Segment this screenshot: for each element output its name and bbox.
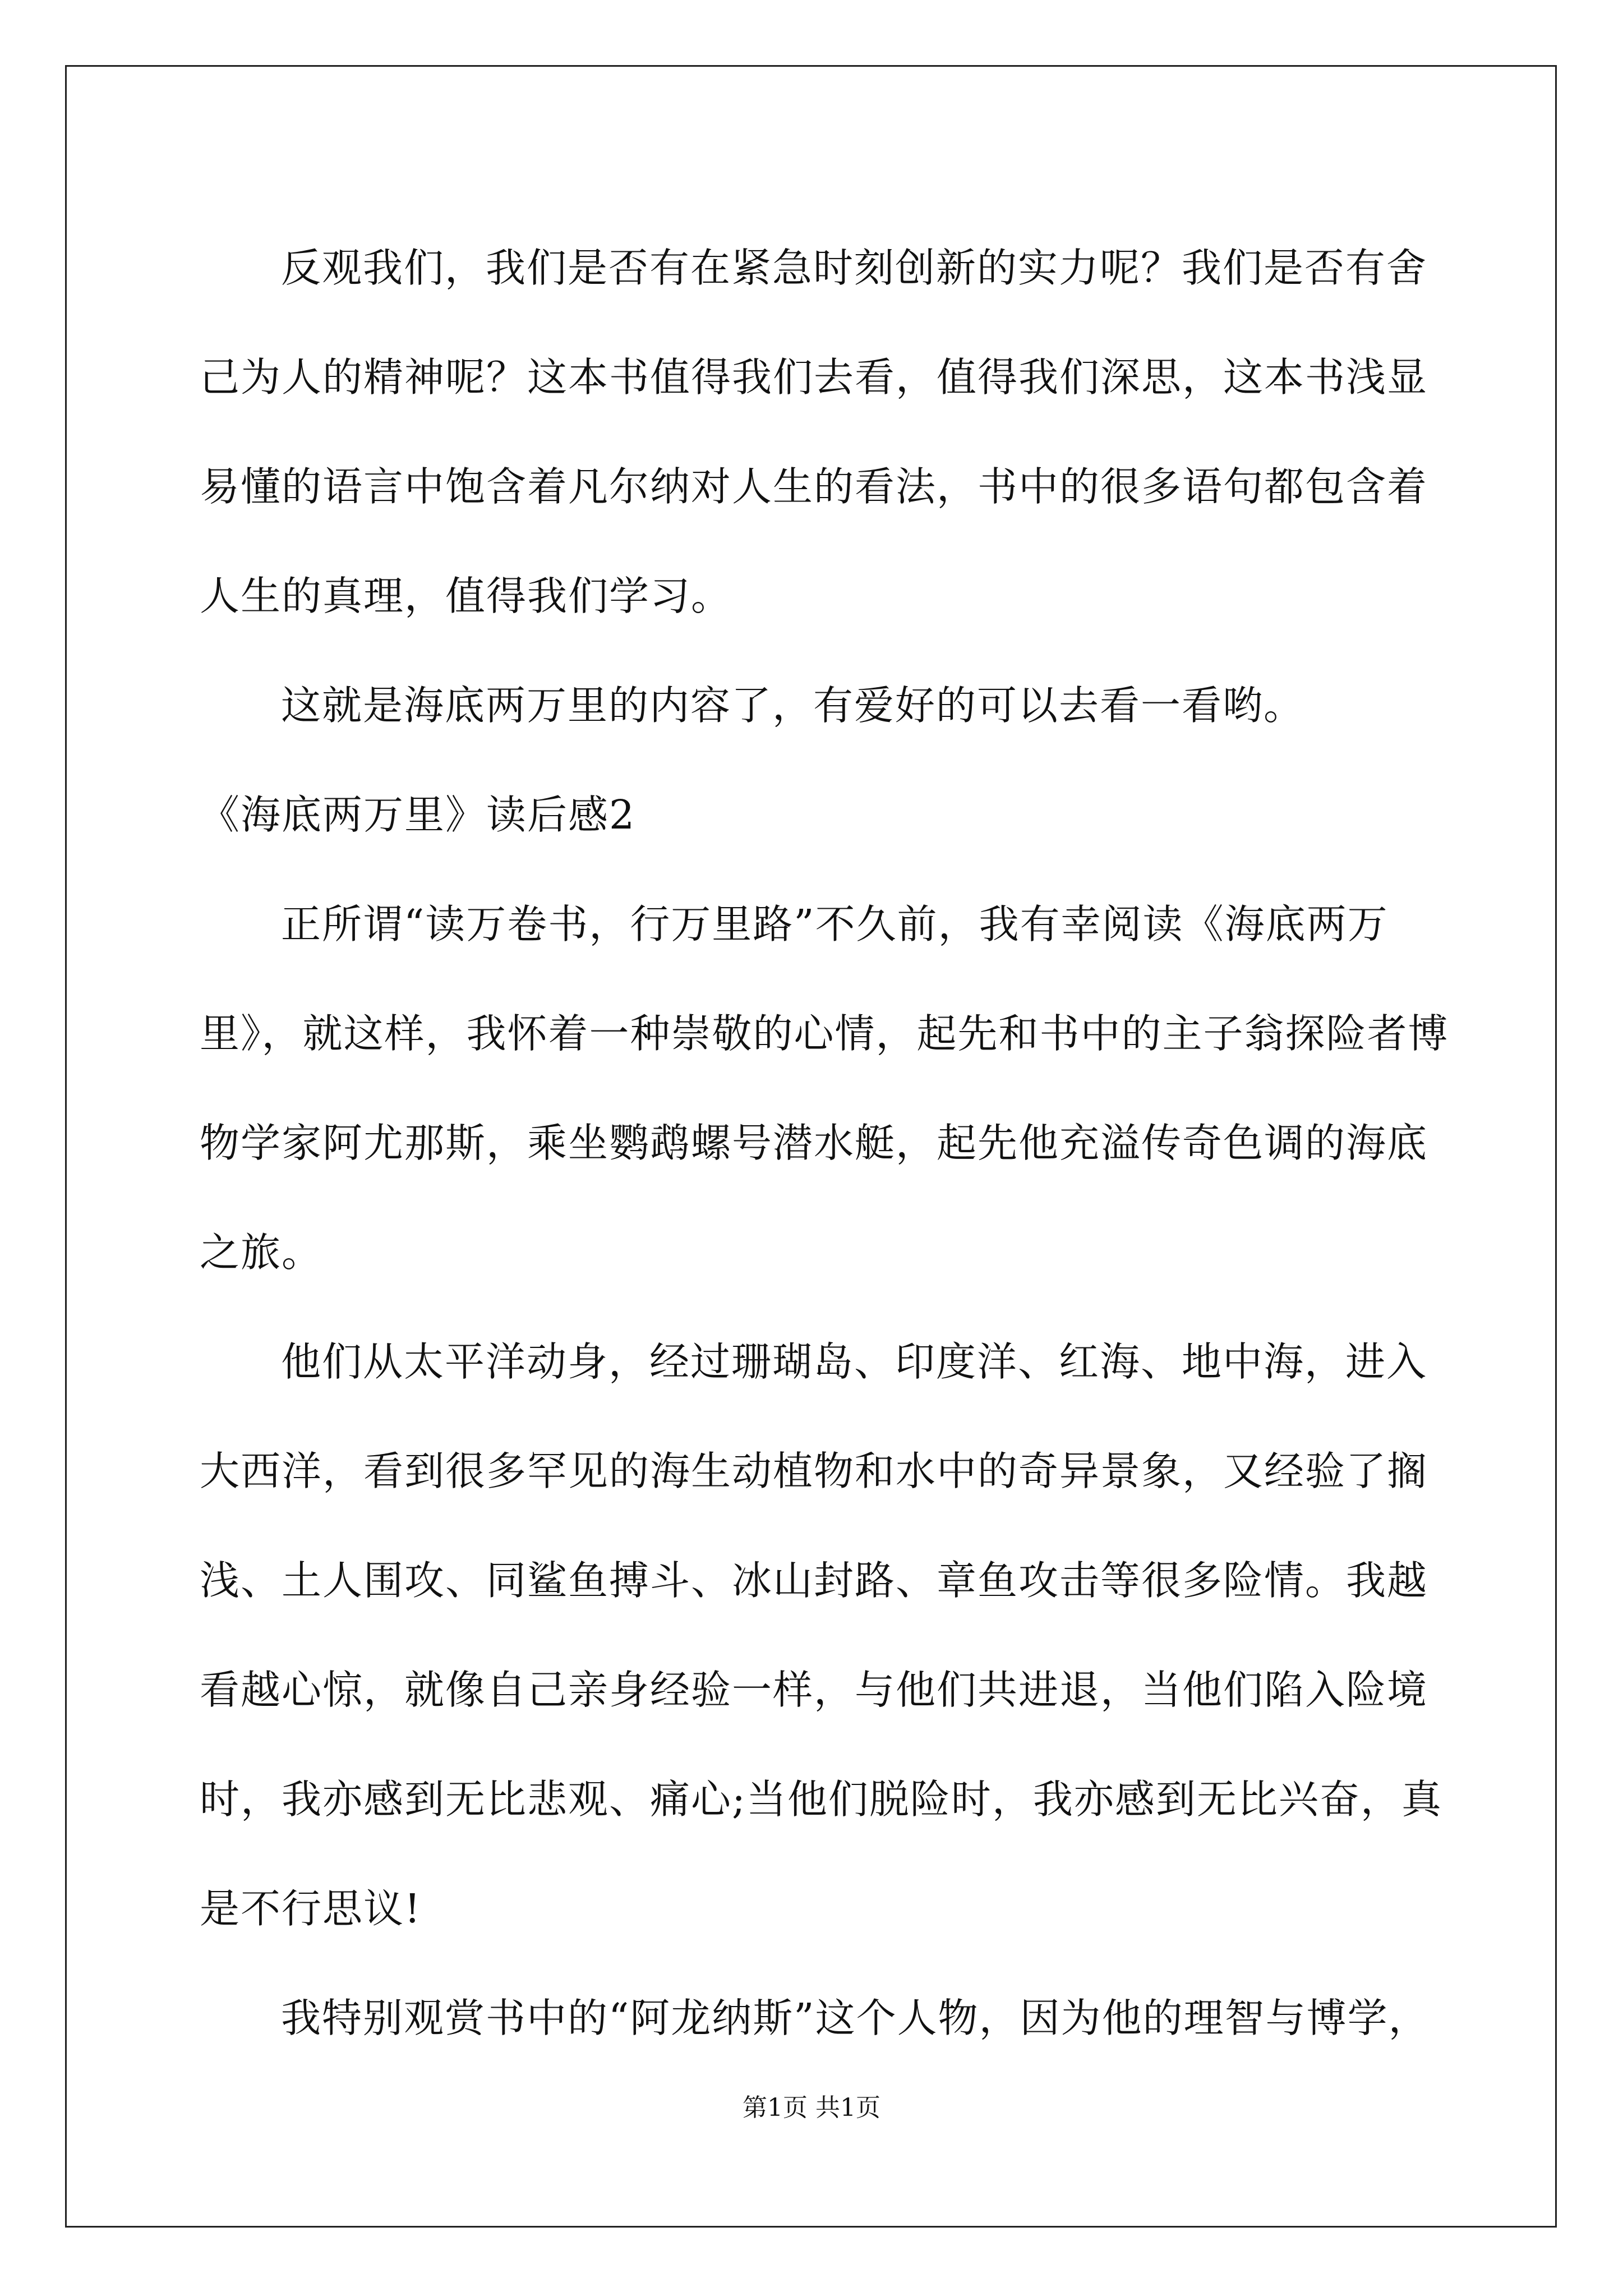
paragraph-1-line-4: 人生的真理，值得我们学习。 (200, 573, 732, 619)
paragraph-3-line-3: 物学家阿尤那斯，乘坐鹦鹉螺号潜水艇，起先他充溢传奇色调的海底 (200, 1120, 1428, 1166)
paragraph-4-line-2: 大西洋，看到很多罕见的海生动植物和水中的奇异景象，又经验了搁 (200, 1448, 1428, 1494)
paragraph-2-line-1: 这就是海底两万里的内容了，有爱好的可以去看一看哟。 (281, 682, 1305, 729)
paragraph-4-line-5: 时，我亦感到无比悲观、痛心;当他们脱险时，我亦感到无比兴奋，真 (200, 1776, 1442, 1823)
paragraph-3-line-1: 正所谓“读万卷书，行万里路”不久前，我有幸阅读《海底两万 (281, 901, 1389, 947)
paragraph-1-line-3: 易懂的语言中饱含着凡尔纳对人生的看法，书中的很多语句都包含着 (200, 463, 1428, 510)
paragraph-3-line-4: 之旅。 (200, 1229, 323, 1276)
paragraph-5-line-1: 我特别观赏书中的“阿龙纳斯”这个人物，因为他的理智与博学， (281, 1995, 1430, 2041)
paragraph-4-line-3: 浅、土人围攻、同鲨鱼搏斗、冰山封路、章鱼攻击等很多险情。我越 (200, 1557, 1428, 1604)
page-footer: 第1页 共1页 (743, 2093, 880, 2122)
paragraph-3-line-2: 里》，就这样，我怀着一种崇敬的心情，起先和书中的主子翁探险者博 (200, 1010, 1449, 1057)
section-heading: 《海底两万里》读后感2 (200, 792, 636, 838)
paragraph-4-line-4: 看越心惊，就像自己亲身经验一样，与他们共进退，当他们陷入险境 (200, 1667, 1428, 1713)
paragraph-1-line-2: 己为人的精神呢？这本书值得我们去看，值得我们深思，这本书浅显 (200, 354, 1428, 401)
paragraph-1-line-1: 反观我们，我们是否有在紧急时刻创新的实力呢？我们是否有舍 (281, 245, 1428, 291)
paragraph-4-line-1: 他们从太平洋动身，经过珊瑚岛、印度洋、红海、地中海，进入 (281, 1338, 1428, 1385)
paragraph-4-line-6: 是不行思议! (200, 1885, 422, 1932)
document-body (200, 213, 1449, 2073)
